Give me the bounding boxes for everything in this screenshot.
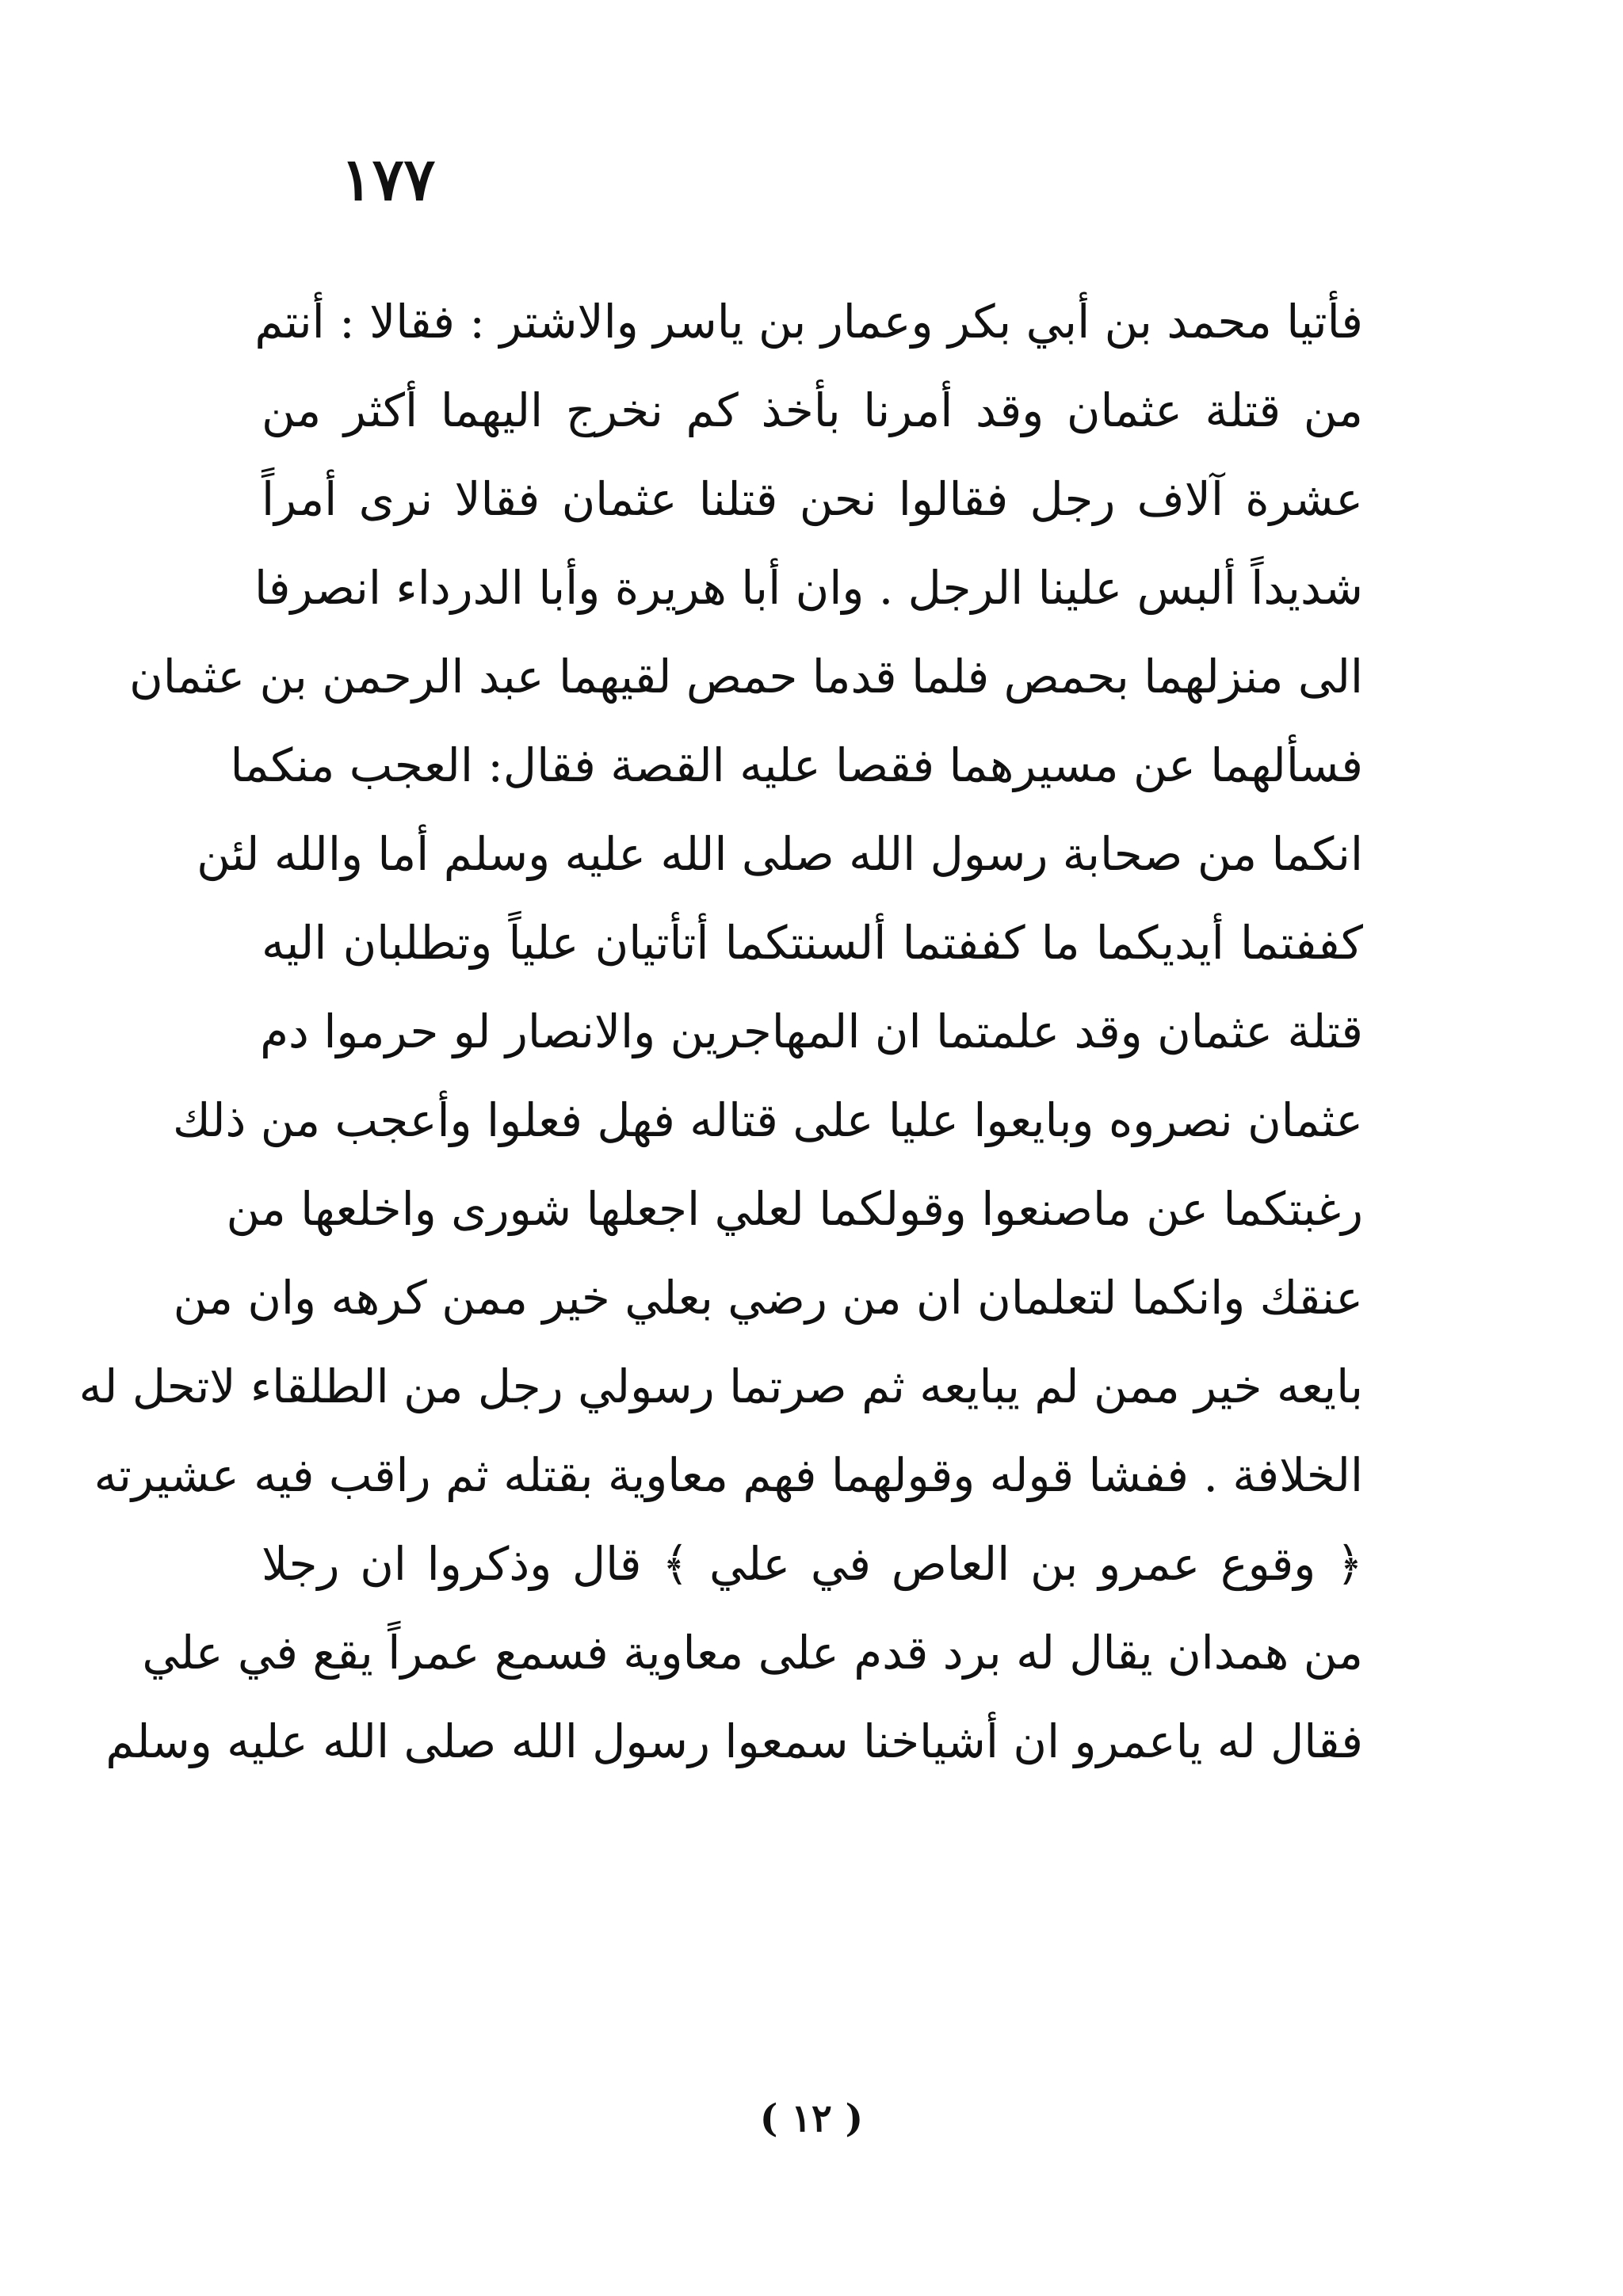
text-line: كففتما أيديكما ما كففتما ألسنتكما أتأتيان علياً وتطلبان اليه — [262, 916, 1363, 970]
text-line: قتلة عثمان وقد علمتما ان المهاجرين والانصار لو حرموا دم — [260, 1005, 1363, 1058]
text-line: عنقك وانكما لتعلمان ان من رضي بعلي خير ممن كرهه وان من — [173, 1271, 1363, 1325]
text-line: انكما من صحابة رسول الله صلى الله عليه وسلم أما والله لئن — [197, 827, 1363, 881]
text-line: شديداً ألبس علينا الرجل . وان أبا هريرة وأبا الدرداء انصرفا — [254, 561, 1363, 615]
text-line: من قتلة عثمان وقد أمرنا بأخذ كم نخرج اليهما أكثر من — [262, 383, 1363, 437]
text-line: رغبتكما عن ماصنعوا وقولكما لعلي اجعلها شورى واخلعها من — [226, 1182, 1363, 1236]
text-line: من همدان يقال له برد قدم على معاوية فسمع عمراً يقع في علي — [142, 1626, 1363, 1680]
text-block — [78, 277, 1363, 1786]
text-line: الخلافة . ففشا قوله وقولهما فهم معاوية بقتله ثم راقب فيه عشيرته — [94, 1448, 1363, 1502]
text-line: فسألهما عن مسيرهما فقصا عليه القصة فقال: العجب منكما — [230, 738, 1363, 792]
text-line: عشرة آلاف رجل فقالوا نحن قتلنا عثمان فقالا نرى أمراً — [262, 472, 1363, 526]
text-line: بايعه خير ممن لم يبايعه ثم صرتما رسولي رجل من الطلقاء لاتحل له — [78, 1360, 1363, 1413]
text-line: الى منزلهما بحمص فلما قدما حمص لقيهما عبد الرحمن بن عثمان — [129, 650, 1363, 704]
page-number: ١٧٧ — [341, 146, 436, 214]
text-line: عثمان نصروه وبايعوا عليا على قتاله فهل فعلوا وأعجب من ذلك — [172, 1093, 1363, 1147]
text-line: فقال له ياعمرو ان أشياخنا سمعوا رسول الله صلى الله عليه وسلم — [105, 1714, 1363, 1768]
text-line: فأتيا محمد بن أبي بكر وعمار بن ياسر والاشتر : فقالا : أنتم — [254, 295, 1363, 349]
section-heading-line: ﴿ وقوع عمرو بن العاص في علي ﴾ قال وذكروا ان رجلا — [262, 1537, 1363, 1591]
signature-number: ( ١٢ ) — [759, 2096, 864, 2141]
